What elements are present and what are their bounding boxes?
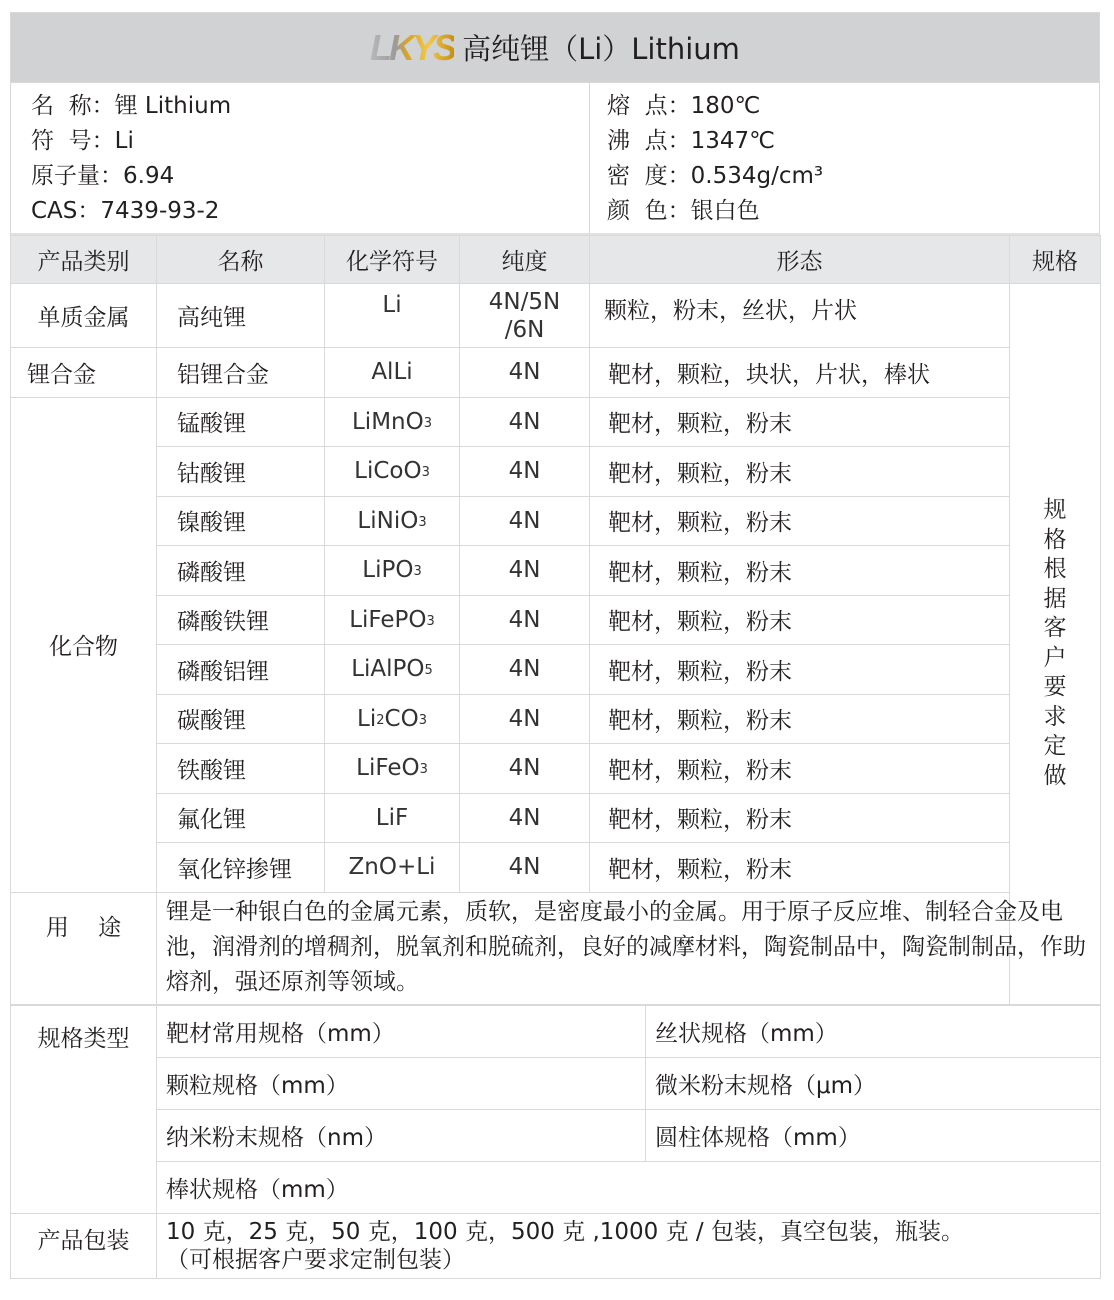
purity: 4N (460, 843, 590, 893)
spec-row (11, 1109, 1101, 1161)
properties-panel (10, 83, 1100, 235)
product-form: 靶材，颗粒，块状，片状，棒状 (590, 348, 1010, 398)
product-form: 靶材，颗粒，粉末 (590, 546, 1010, 596)
usage-label: 用 途 (11, 892, 157, 1004)
property-color (607, 194, 1101, 229)
spec-note-char: 做 (1043, 762, 1067, 789)
category-compound: 化合物 (11, 397, 157, 892)
header-symbol: 化学符号 (325, 236, 460, 284)
spec-types-label: 规格类型 (11, 1005, 157, 1213)
purity-line: 4N/5N (488, 288, 561, 315)
product-form: 靶材，颗粒，粉末 (590, 694, 1010, 744)
spec-note-char: 客 (1043, 615, 1067, 642)
property-label: 熔 点： (607, 93, 691, 119)
chemical-symbol (325, 284, 460, 348)
spec-item: 丝状规格（mm） (646, 1005, 1101, 1057)
spec-types-table (10, 1005, 1101, 1279)
symbol-text: LiNiO (357, 507, 419, 534)
product-form: 靶材，颗粒，粉末 (590, 645, 1010, 695)
spec-note-char: 据 (1043, 585, 1067, 612)
packaging-label: 产品包装 (11, 1213, 157, 1278)
chemical-symbol: ZnO+Li (325, 843, 460, 893)
properties-left (11, 83, 590, 233)
product-name: 锰酸锂 (157, 397, 325, 447)
purity: 4N (460, 348, 590, 398)
spec-item: 棒状规格（mm） (157, 1161, 1101, 1213)
symbol-text: LiFePO (349, 606, 427, 633)
symbol-subscript: 3 (419, 762, 428, 778)
spec-note-char: 格 (1043, 526, 1067, 553)
purity: 4N (460, 496, 590, 546)
symbol-subscript: 3 (421, 465, 430, 481)
properties-right (590, 83, 1101, 233)
symbol-subscript: 3 (423, 415, 432, 431)
spec-row (11, 1057, 1101, 1109)
property-boiling-point (607, 124, 1101, 159)
property-value: 6.94 (123, 163, 175, 189)
table-row (11, 843, 1101, 893)
chemical-symbol (325, 744, 460, 794)
header-name: 名称 (157, 236, 325, 284)
symbol-text: LiFeO (356, 755, 420, 782)
spec-row (11, 1005, 1101, 1057)
symbol-subscript: 3 (418, 514, 427, 530)
chemical-symbol (325, 645, 460, 695)
product-name: 磷酸锂 (157, 546, 325, 596)
product-sheet (10, 12, 1100, 1279)
product-name: 镍酸锂 (157, 496, 325, 546)
product-form: 靶材，颗粒，粉末 (590, 843, 1010, 893)
property-label: 颜 色： (607, 198, 691, 224)
table-row (11, 284, 1101, 348)
chemical-symbol (325, 595, 460, 645)
spec-note-char: 根 (1043, 556, 1067, 583)
chemical-symbol: AlLi (325, 348, 460, 398)
property-value: 银白色 (690, 198, 760, 224)
spec-note-char: 定 (1043, 733, 1067, 760)
table-row (11, 447, 1101, 497)
product-name: 铝锂合金 (157, 348, 325, 398)
property-symbol (31, 124, 589, 159)
table-row (11, 546, 1101, 596)
symbol-text: Li (357, 705, 377, 732)
symbol-text: LiCoO (354, 458, 422, 485)
property-label: 密 度： (607, 163, 691, 189)
property-label: 原子量： (31, 163, 123, 189)
product-name: 磷酸铁锂 (157, 595, 325, 645)
property-label: 符 号： (31, 128, 115, 154)
purity (460, 284, 590, 348)
chemical-symbol (325, 694, 460, 744)
product-name: 钴酸锂 (157, 447, 325, 497)
spec-item: 靶材常用规格（mm） (157, 1005, 646, 1057)
table-row (11, 694, 1101, 744)
header-purity: 纯度 (460, 236, 590, 284)
symbol-subscript: 3 (413, 564, 422, 580)
spec-item: 圆柱体规格（mm） (646, 1109, 1101, 1161)
table-row (11, 793, 1101, 843)
packaging-line: 10 克，25 克，50 克，100 克，500 克 ,1000 克 / 包装，真空包装，瓶装。 (166, 1218, 964, 1245)
usage-text: 锂是一种银白色的金属元素，质软，是密度最小的金属。用于原子反应堆、制轻合金及电池，润滑剂的增稠剂，脱氧剂和脱硫剂，良好的减摩材料，陶瓷制品中，陶瓷制制品，作助熔剂，强还原剂等领域。 (157, 892, 1101, 1004)
lkys-logo: LKYS (370, 26, 455, 68)
property-value: Li (114, 128, 134, 154)
property-value: 180℃ (690, 93, 761, 119)
symbol-text: LiMnO (351, 408, 424, 435)
product-name: 铁酸锂 (157, 744, 325, 794)
table-row (11, 348, 1101, 398)
property-value: 7439-93-2 (100, 198, 220, 224)
spec-note-char: 求 (1043, 703, 1067, 730)
spec-note-char: 规 (1043, 497, 1067, 524)
symbol-subscript: 3 (418, 712, 427, 728)
table-row (11, 496, 1101, 546)
property-value: 锂 Lithium (114, 93, 232, 119)
chemical-symbol (325, 546, 460, 596)
product-name: 磷酸铝锂 (157, 645, 325, 695)
chemical-symbol (325, 397, 460, 447)
property-cas (31, 194, 589, 229)
header-spec: 规格 (1010, 236, 1101, 284)
property-atomic-weight (31, 159, 589, 194)
table-row (11, 595, 1101, 645)
table-row (11, 744, 1101, 794)
purity: 4N (460, 447, 590, 497)
spec-row (11, 1161, 1101, 1213)
property-label: CAS： (31, 198, 101, 224)
chemical-symbol (325, 496, 460, 546)
chemical-symbol (325, 447, 460, 497)
product-form: 颗粒，粉末，丝状，片状 (590, 284, 1010, 348)
purity: 4N (460, 744, 590, 794)
header-form: 形态 (590, 236, 1010, 284)
packaging-text (157, 1213, 1101, 1278)
product-form: 靶材，颗粒，粉末 (590, 447, 1010, 497)
symbol-text: LiPO (362, 557, 414, 584)
symbol-subscript: 3 (426, 613, 435, 629)
spec-note-char: 户 (1043, 644, 1067, 671)
product-name: 高纯锂 (157, 284, 325, 348)
symbol-text: CO (384, 705, 419, 732)
purity: 4N (460, 397, 590, 447)
packaging-row (11, 1213, 1101, 1278)
header-category: 产品类别 (11, 236, 157, 284)
property-name (31, 89, 589, 124)
property-density (607, 159, 1101, 194)
usage-row (11, 892, 1101, 1004)
product-form: 靶材，颗粒，粉末 (590, 397, 1010, 447)
product-form: 靶材，颗粒，粉末 (590, 744, 1010, 794)
purity: 4N (460, 595, 590, 645)
product-form: 靶材，颗粒，粉末 (590, 595, 1010, 645)
symbol-text: Li (382, 292, 402, 318)
purity: 4N (460, 694, 590, 744)
purity: 4N (460, 546, 590, 596)
spec-item: 颗粒规格（mm） (157, 1057, 646, 1109)
category-metal: 单质金属 (11, 284, 157, 348)
property-melting-point (607, 89, 1101, 124)
spec-item: 微米粉末规格（μm） (646, 1057, 1101, 1109)
product-name: 碳酸锂 (157, 694, 325, 744)
symbol-text: LiAlPO (351, 656, 425, 683)
product-form: 靶材，颗粒，粉末 (590, 496, 1010, 546)
property-value: 1347℃ (690, 128, 775, 154)
product-name: 氧化锌掺锂 (157, 843, 325, 893)
page-title: 高纯锂（Li）Lithium (462, 32, 740, 66)
chemical-symbol: LiF (325, 793, 460, 843)
product-name: 氟化锂 (157, 793, 325, 843)
symbol-subscript: 2 (376, 712, 385, 728)
spec-note-char: 要 (1043, 674, 1067, 701)
product-table (10, 235, 1101, 1005)
title-bar (10, 12, 1100, 83)
property-label: 名 称： (31, 93, 115, 119)
table-row (11, 645, 1101, 695)
purity: 4N (460, 793, 590, 843)
property-label: 沸 点： (607, 128, 691, 154)
category-alloy: 锂合金 (11, 348, 157, 398)
symbol-subscript: 5 (424, 663, 433, 679)
property-value: 0.534g/cm³ (690, 163, 824, 189)
spec-item: 纳米粉末规格（nm） (157, 1109, 646, 1161)
product-form: 靶材，颗粒，粉末 (590, 793, 1010, 843)
purity: 4N (460, 645, 590, 695)
table-row (11, 397, 1101, 447)
packaging-note: （可根据客户要求定制包装） (166, 1246, 465, 1273)
purity-line: /6N (504, 316, 545, 343)
table-header-row (11, 236, 1101, 284)
